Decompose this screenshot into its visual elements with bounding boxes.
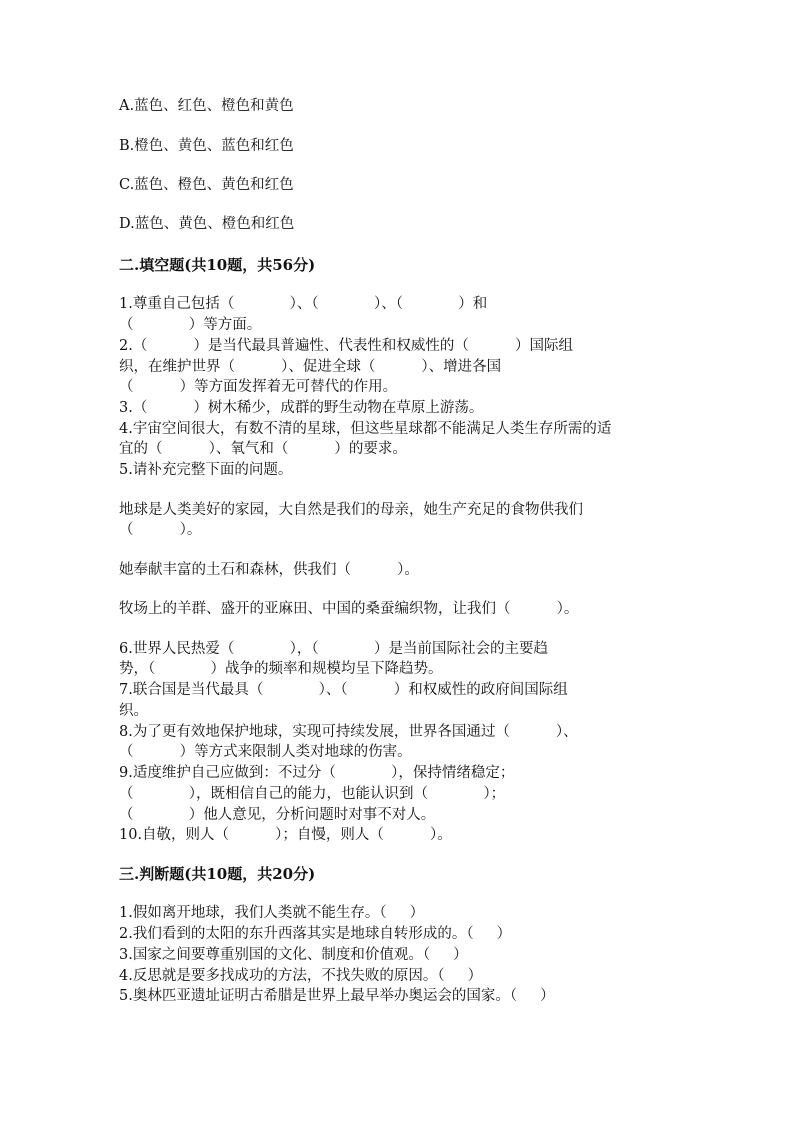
option-a: A.蓝色、红色、橙色和黄色: [119, 98, 294, 114]
fill-blank-line: 6.世界人民热爱（ ），（ ）是当前国际社会的主要趋: [119, 641, 548, 657]
option-d: D.蓝色、黄色、橙色和红色: [119, 216, 295, 232]
true-false-line: 2.我们看到的太阳的东升西落其实是地球自转形成的。（ ）: [119, 926, 512, 942]
fill-blank-line: 7.联合国是当代最具（ ）、（ ）和权威性的政府间国际组: [119, 682, 568, 698]
section-heading-fill-blank: 二.填空题(共10题，共56分): [119, 256, 316, 274]
fill-blank-line: 她奉献丰富的土石和森林，供我们（ ）。: [119, 562, 419, 578]
fill-blank-line: 10.自敬，则人（ ）；自慢，则人（ ）。: [119, 827, 452, 843]
fill-blank-line: 9.适度维护自己应做到：不过分（ ），保持情绪稳定；: [119, 765, 515, 781]
true-false-line: 3.国家之间要尊重别国的文化、制度和价值观。（ ）: [119, 947, 468, 963]
fill-blank-line: （ ）等方面发挥着无可替代的作用。: [119, 379, 398, 395]
fill-blank-line: 宜的（ ）、氧气和（ ）的要求。: [119, 441, 407, 457]
fill-blank-line: 势，（ ）战争的频率和规模均呈下降趋势。: [119, 661, 443, 677]
fill-blank-line: （ ），既相信自己的能力，也能认识到（ ）；: [119, 786, 506, 802]
true-false-line: 5.奥林匹亚遗址证明古希腊是世界上最早举办奥运会的国家。（ ）: [119, 988, 555, 1004]
fill-blank-line: （ ）等方式来限制人类对地球的伤害。: [119, 744, 412, 760]
fill-blank-line: 4.宇宙空间很大，有数不清的星球，但这些星球都不能满足人类生存所需的适: [119, 421, 612, 437]
fill-blank-line: 织，在维护世界（ ）、促进全球（ ）、增进各国: [119, 359, 502, 375]
fill-blank-line: （ ）等方面。: [119, 317, 262, 333]
fill-blank-line: （ ）他人意见，分析问题时对事不对人。: [119, 807, 436, 823]
fill-blank-line: 3.（ ）树木稀少，成群的野生动物在草原上游荡。: [119, 400, 484, 416]
option-b: B.橙色、黄色、蓝色和红色: [119, 138, 294, 154]
true-false-line: 4.反思就是要多找成功的方法，不找失败的原因。（ ）: [119, 968, 483, 984]
fill-blank-line: 织。: [119, 703, 148, 719]
option-c: C.蓝色、橙色、黄色和红色: [119, 177, 294, 193]
true-false-line: 1.假如离开地球，我们人类就不能生存。（ ）: [119, 905, 425, 921]
fill-blank-line: 2.（ ）是当代最具普遍性、代表性和权威性的（ ）国际组: [119, 338, 574, 354]
fill-blank-line: 8.为了更有效地保护地球，实现可持续发展，世界各国通过（ ）、: [119, 724, 578, 740]
fill-blank-line: 牧场上的羊群、盛开的亚麻田、中国的桑蚕编织物，让我们（ ）。: [119, 601, 579, 617]
fill-blank-line: 地球是人类美好的家园，大自然是我们的母亲，她生产充足的食物供我们: [119, 502, 583, 518]
fill-blank-line: 5.请补充完整下面的问题。: [119, 462, 293, 478]
fill-blank-line: 1.尊重自己包括（ ）、（ ）、（ ）和: [119, 296, 488, 312]
section-heading-true-false: 三.判断题(共10题，共20分): [119, 865, 316, 883]
fill-blank-line: （ ）。: [119, 522, 202, 538]
